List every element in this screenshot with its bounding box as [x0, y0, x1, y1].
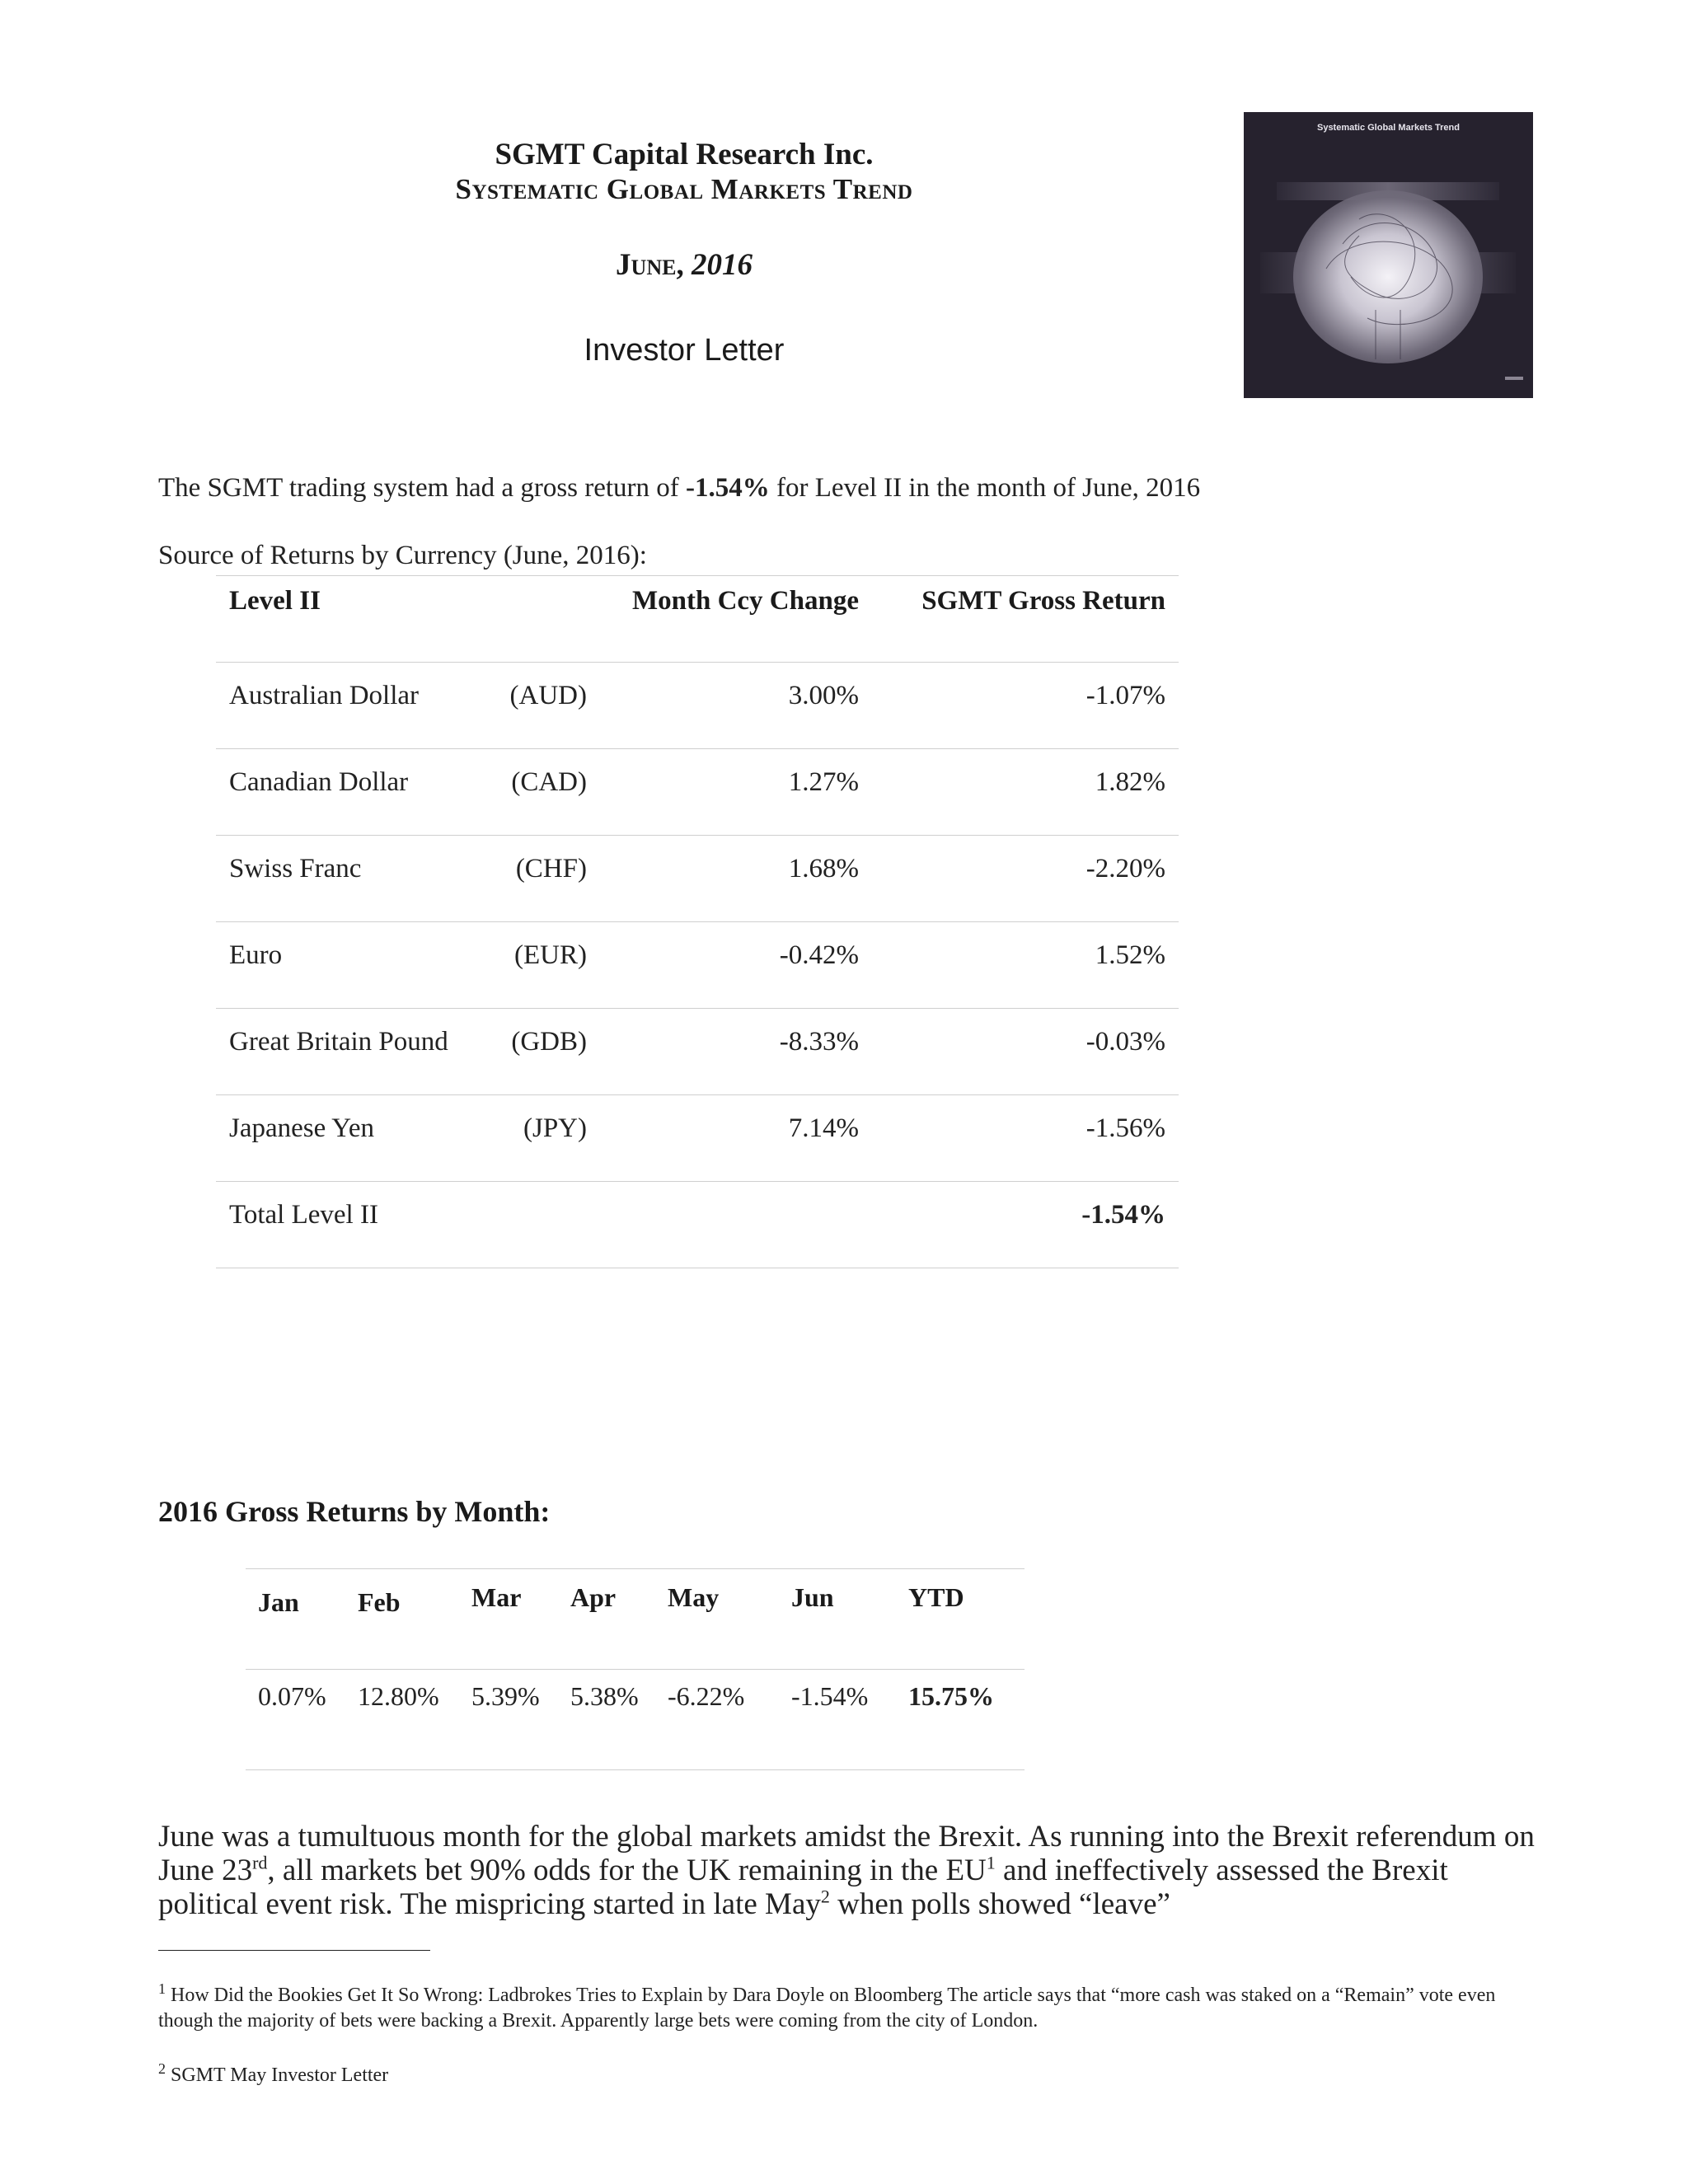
commentary-part1: June was a tumultuous month for the global markets amidst the Brexit. As running into the Brexit referendum on June 23: [158, 1820, 1535, 1887]
commentary-part3: and ineffectively assessed the Brexit political event risk. The mispricing started in late May: [158, 1854, 1448, 1921]
total-value: -1.54%: [1081, 1200, 1165, 1230]
cover-scribble: [1244, 112, 1533, 398]
company-name: SGMT Capital Research Inc.: [495, 138, 874, 171]
letter-month: June,: [616, 248, 684, 282]
month-header: Mar: [471, 1582, 522, 1612]
table-row: [216, 835, 1179, 921]
currency-name: Canadian Dollar: [229, 767, 409, 797]
monthly-values-row: [246, 1669, 1025, 1770]
table-row: [216, 662, 1179, 748]
total-label: Total Level II: [229, 1200, 378, 1230]
letter-year: 2016: [691, 248, 753, 282]
letter-date: [0, 247, 1368, 283]
currency-code: (GDB): [511, 1027, 587, 1057]
month-header: May: [668, 1582, 720, 1612]
ytd-value: 15.75%: [908, 1681, 994, 1711]
product-name: Systematic Global Markets Trend: [455, 173, 913, 205]
commentary-part4: when polls showed “leave”: [829, 1887, 1170, 1921]
currency-return: 1.52%: [1095, 940, 1165, 970]
letter-type: Investor Letter: [584, 333, 785, 368]
footnote-ref-1[interactable]: 1: [986, 1852, 996, 1873]
intro-text: [158, 473, 1200, 504]
footnote-divider: [158, 1950, 430, 1951]
footnote-2-number: 2: [158, 2060, 166, 2077]
currency-change: 7.14%: [788, 1113, 859, 1143]
currency-returns-table: [216, 575, 1179, 1268]
currency-return: -0.03%: [1085, 1027, 1165, 1057]
month-header: Jun: [791, 1582, 834, 1612]
intro-before: The SGMT trading system had a gross return of: [158, 473, 687, 503]
month-header: YTD: [908, 1582, 964, 1612]
currency-return: 1.82%: [1095, 767, 1165, 797]
currency-change: -8.33%: [779, 1027, 859, 1057]
month-value: -1.54%: [791, 1681, 869, 1711]
intro-return-value: -1.54%: [686, 473, 770, 503]
currency-name: Swiss Franc: [229, 854, 362, 883]
month-value: 5.38%: [570, 1681, 639, 1711]
table-row: [216, 1094, 1179, 1181]
header-level: Level II: [229, 586, 321, 616]
currency-return: -1.07%: [1085, 681, 1165, 710]
currency-code: (AUD): [509, 681, 587, 710]
footnote-2-text: SGMT May Investor Letter: [166, 2064, 389, 2086]
currency-name: Euro: [229, 940, 283, 970]
source-label: Source of Returns by Currency (June, 2016):: [158, 541, 647, 570]
month-value: 0.07%: [258, 1681, 326, 1711]
footnote-1: [158, 1976, 1535, 2034]
table-row: [216, 748, 1179, 835]
currency-change: -0.42%: [779, 940, 859, 970]
footnote-1-number: 1: [158, 1980, 166, 1997]
currency-code: (CHF): [515, 854, 587, 883]
table-total-row: [216, 1181, 1179, 1268]
cover-title: Systematic Global Markets Trend: [1316, 123, 1460, 133]
header-return: SGMT Gross Return: [921, 586, 1165, 616]
month-value: 12.80%: [358, 1681, 439, 1711]
intro-after: for Level II in the month of June, 2016: [769, 473, 1201, 503]
month-value: 5.39%: [471, 1681, 540, 1711]
table-header-row: [216, 575, 1179, 662]
currency-code: (CAD): [511, 767, 587, 797]
ordinal-suffix: rd: [252, 1852, 268, 1873]
commentary-paragraph: [158, 1820, 1535, 1921]
header-change: Month Ccy Change: [631, 586, 859, 616]
table-row: [216, 1008, 1179, 1094]
currency-change: 1.68%: [788, 854, 859, 883]
cover-mark: [1505, 377, 1523, 380]
currency-name: Japanese Yen: [229, 1113, 374, 1143]
currency-return: -2.20%: [1085, 854, 1165, 883]
commentary-part2: , all markets bet 90% odds for the UK remaining in the EU: [267, 1854, 987, 1887]
currency-change: 3.00%: [788, 681, 859, 710]
currency-name: Australian Dollar: [229, 681, 420, 710]
monthly-returns-table: [246, 1568, 1025, 1770]
footnote-2: [158, 2060, 388, 2087]
footnote-1-text: How Did the Bookies Get It So Wrong: Ladbrokes Tries to Explain by Dara Doyle on Bloomberg The article says that “more cash was staked on a “Remain” vote even though the majority of bets were backing a Brexit. Apparently large bets were coming from the city of London.: [158, 1985, 1496, 2032]
footnote-ref-2[interactable]: 2: [820, 1886, 830, 1907]
monthly-title: 2016 Gross Returns by Month:: [158, 1495, 551, 1528]
currency-name: Great Britain Pound: [229, 1027, 448, 1057]
currency-code: (JPY): [523, 1113, 587, 1143]
currency-return: -1.56%: [1085, 1113, 1165, 1143]
month-value: -6.22%: [668, 1681, 745, 1711]
month-header: Feb: [358, 1587, 401, 1617]
currency-code: (EUR): [514, 940, 587, 970]
monthly-header-row: [246, 1568, 1025, 1669]
month-header: Jan: [258, 1587, 299, 1617]
month-header: Apr: [570, 1582, 617, 1612]
cover-image: [1244, 112, 1533, 398]
currency-change: 1.27%: [788, 767, 859, 797]
table-row: [216, 921, 1179, 1008]
